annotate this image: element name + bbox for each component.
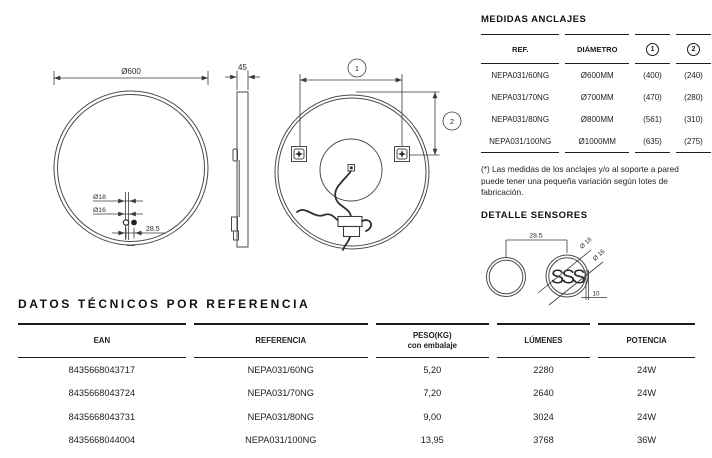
cell-d2: (280) <box>684 92 703 102</box>
cell-d2: (275) <box>676 130 711 153</box>
cell-d2: (310) <box>684 114 703 124</box>
cell-ref: NEPA031/70NG <box>491 92 550 102</box>
anchor-col-2 <box>676 34 711 64</box>
cell-diam: Ø1000MM <box>565 130 629 153</box>
sensor-dot-open <box>123 220 128 225</box>
cell-diam: Ø700MM <box>580 92 614 102</box>
circled-1-badge: 1 <box>646 43 659 56</box>
technical-data-title: DATOS TÉCNICOS POR REFERENCIA <box>18 297 311 311</box>
tech-table-header-row <box>18 323 695 358</box>
sensor-d18-label: Ø 18 <box>578 235 594 250</box>
tech-table-row <box>18 358 695 382</box>
cell-ean: 8435668043724 <box>68 388 136 399</box>
cell-referencia: NEPA031/100NG <box>245 435 317 446</box>
front-spacing-label: 28.5 <box>146 226 160 233</box>
anchor-table-row <box>481 130 711 153</box>
tech-col-referencia: REFERENCIA <box>194 323 368 358</box>
cell-ref: NEPA031/60NG <box>491 70 550 80</box>
anchor-note: (*) Las medidas de los anclajes y/o al soporte a pared puede tener una pequeña variación según lotes de fabricación. <box>481 164 679 197</box>
tech-col-peso-line2: con embalaje <box>407 341 457 350</box>
front-view-drawing <box>54 67 208 246</box>
cell-referencia: NEPA031/70NG <box>247 388 314 399</box>
anchor-table-row <box>481 64 711 86</box>
sensor-symbol: SSS <box>550 266 584 288</box>
cell-d1: (470) <box>643 92 662 102</box>
side-depth-label: 45 <box>238 63 247 72</box>
front-hole1-label: Ø18 <box>93 194 106 201</box>
cell-potencia: 36W <box>637 435 657 446</box>
cell-referencia: NEPA031/60NG <box>247 364 314 375</box>
tech-col-peso <box>376 323 489 358</box>
cell-lumenes: 2640 <box>533 388 554 399</box>
tech-table-row <box>18 382 695 406</box>
cell-referencia: NEPA031/80NG <box>247 411 314 422</box>
cell-ref: NEPA031/100NG <box>481 130 559 153</box>
tech-col-lumenes: LÚMENES <box>497 323 591 358</box>
cell-peso: 7,20 <box>423 388 442 399</box>
rear-view-drawing <box>275 59 461 250</box>
tech-col-ean: EAN <box>18 323 186 358</box>
tech-table-row <box>18 429 695 453</box>
anchor-col-diam: DIÁMETRO <box>565 34 629 64</box>
cell-diam: Ø600MM <box>580 70 614 80</box>
technical-data-section <box>18 297 695 452</box>
tech-table-row <box>18 405 695 429</box>
cell-potencia: 24W <box>637 388 657 399</box>
technical-drawings <box>0 0 480 300</box>
right-column <box>481 14 711 308</box>
cell-d1: (635) <box>635 130 670 153</box>
cell-potencia: 24W <box>637 364 657 375</box>
anchor-col-ref: REF. <box>481 34 559 64</box>
sensor-dot-filled <box>131 220 137 226</box>
cell-potencia: 24W <box>637 411 657 422</box>
anchor-right-icon <box>395 147 410 162</box>
rear-dim1-badge: 1 <box>354 63 360 73</box>
tech-col-peso-line1: PESO(KG) <box>412 330 452 340</box>
cell-diam: Ø800MM <box>580 114 614 124</box>
anchor-table-row <box>481 86 711 108</box>
cell-lumenes: 3024 <box>533 411 554 422</box>
cell-peso: 13,95 <box>420 435 444 446</box>
sensor-d16-label: Ø 16 <box>591 247 607 262</box>
anchor-table-row <box>481 108 711 130</box>
technical-data-table <box>10 323 703 452</box>
tech-col-potencia: POTENCIA <box>598 323 695 358</box>
cell-ean: 8435668044004 <box>68 435 136 446</box>
front-hole2-label: Ø16 <box>93 207 106 214</box>
anchor-left-icon <box>292 147 307 162</box>
sensor-spacing-label: 28.5 <box>529 232 543 239</box>
front-diameter-label: Ø600 <box>121 67 141 76</box>
cell-d1: (561) <box>643 114 662 124</box>
cell-ean: 8435668043731 <box>68 411 136 422</box>
anchor-table-title: MEDIDAS ANCLAJES <box>481 14 587 25</box>
sensor-depth-label: 10 <box>592 290 600 297</box>
side-view-drawing <box>225 63 260 247</box>
rear-dim2-badge: 2 <box>449 116 455 126</box>
sensors-title: DETALLE SENSORES <box>481 209 588 221</box>
cell-d1: (400) <box>643 70 662 80</box>
junction-box <box>338 217 362 227</box>
anchor-table-header-row <box>481 34 711 64</box>
cell-peso: 9,00 <box>423 411 442 422</box>
cell-peso: 5,20 <box>423 364 442 375</box>
cell-ref: NEPA031/80NG <box>491 114 550 124</box>
anchor-col-1 <box>635 34 670 64</box>
cell-lumenes: 3768 <box>533 435 554 446</box>
cell-lumenes: 2280 <box>533 364 554 375</box>
circled-2-badge: 2 <box>687 43 700 56</box>
sensor-detail-drawing <box>481 224 712 308</box>
cell-ean: 8435668043717 <box>68 364 136 375</box>
anchor-table <box>475 34 712 153</box>
cell-d2: (240) <box>684 70 703 80</box>
